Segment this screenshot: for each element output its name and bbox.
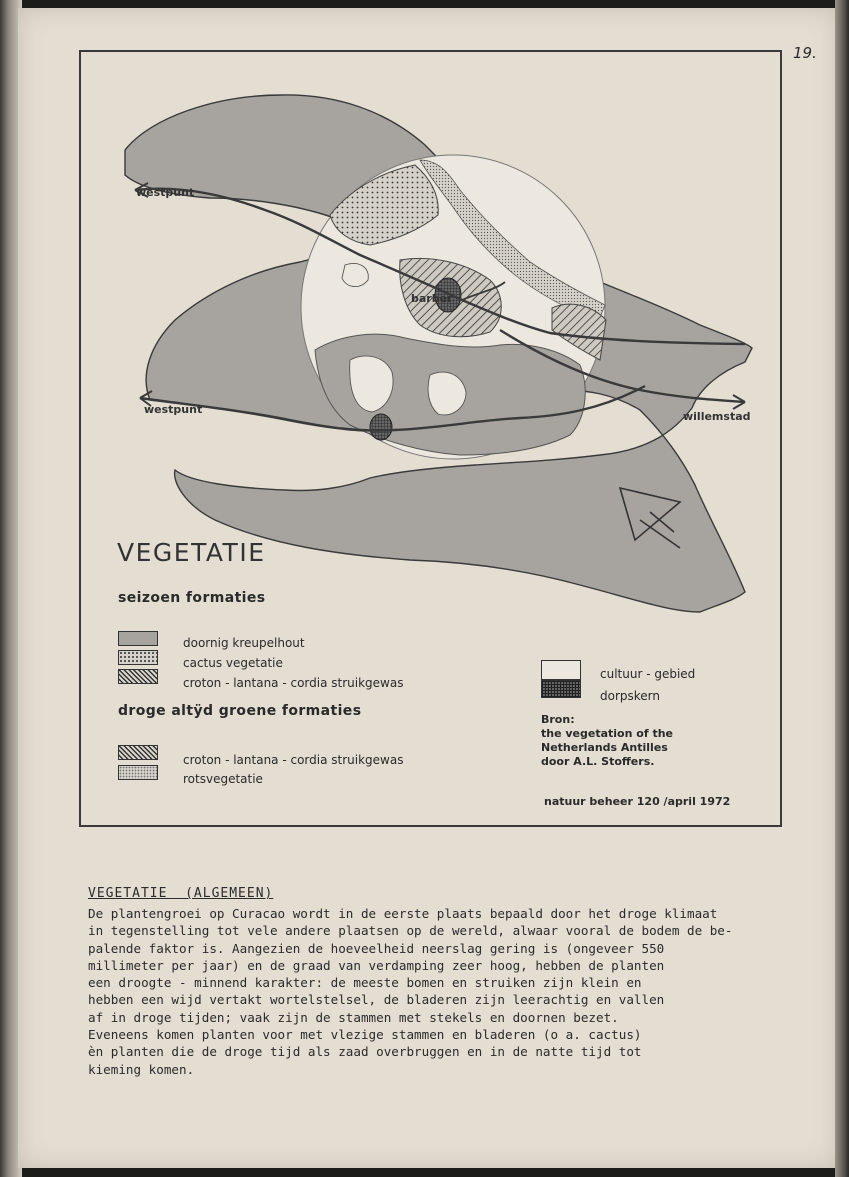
label-willemstad: willemstad [683,410,751,423]
legend-label-croton-evergreen: croton - lantana - cordia struikgewas [183,753,404,767]
legend-label-culture-area: cultuur - gebied [600,667,696,681]
text-line: in tegenstelling tot vele andere plaatsen op de wereld, alwaar vooral de bodem de be- [88,923,733,939]
page-number: 19. [793,44,817,62]
legend-swatch-culture-area [541,660,581,680]
legend-label-rock-vegetation: rotsvegetatie [183,772,263,786]
label-westpunt-north: westpunt [136,186,195,199]
village-core-south [370,414,392,440]
source-line: Bron: [541,713,575,726]
text-line: Eveneens komen planten voor met vlezige stammen en bladeren (o a. cactus) [88,1027,642,1043]
text-line: kieming komen. [88,1061,195,1077]
legend-swatch-cactus [118,650,158,665]
legend-label-village-core: dorpskern [600,689,660,703]
legend-swatch-rock-vegetation [118,765,158,780]
label-barber: barber [411,292,453,305]
map-footer-credit: natuur beheer 120 /april 1972 [544,795,731,808]
text-section [88,886,818,1078]
map-title: VEGETATIE [117,538,266,567]
legend-label-cactus: cactus vegetatie [183,656,283,670]
legend-label-thorn-scrub: doornig kreupelhout [183,636,305,650]
label-westpunt-south: westpunt [144,403,203,416]
text-line: De plantengroei op Curacao wordt in de eerste plaats bepaald door het droge klimaat [88,906,718,921]
text-line: palende faktor is. Aangezien de hoeveelheid neerslag gering is (ongeveer 550 [88,940,665,956]
legend-swatch-village-core [541,680,581,698]
source-line: the vegetation of the [541,727,673,740]
legend-evergreen-heading: droge altÿd groene formaties [118,703,362,719]
source-line: door A.L. Stoffers. [541,755,655,768]
legend-swatch-croton-seasonal [118,669,158,684]
legend-swatch-thorn-scrub [118,631,158,646]
text-line: millimeter per jaar) en de graad van verdamping zeer hoog, hebben de planten [88,957,665,973]
legend-seasonal-heading: seizoen formaties [118,590,266,606]
legend-swatch-croton-evergreen [118,745,158,760]
text-line: èn planten die de droge tijd als zaad overbruggen en in de natte tijd tot [88,1044,642,1060]
text-line: hebben een wijd vertakt wortelstelsel, de bladeren zijn leerachtig en vallen [88,992,665,1008]
legend-source [541,713,673,769]
culture-area-patch-3 [342,263,368,286]
source-line: Netherlands Antilles [541,741,668,754]
text-heading: VEGETATIE (ALGEMEEN) [88,886,274,901]
text-line: een droogte - minnend karakter: de meeste bomen en struiken zijn klein en [88,975,642,991]
legend-label-croton-seasonal: croton - lantana - cordia struikgewas [183,676,404,690]
text-line: af in droge tijden; vaak zijn de stammen met stekels en doornen bezet. [88,1009,619,1025]
